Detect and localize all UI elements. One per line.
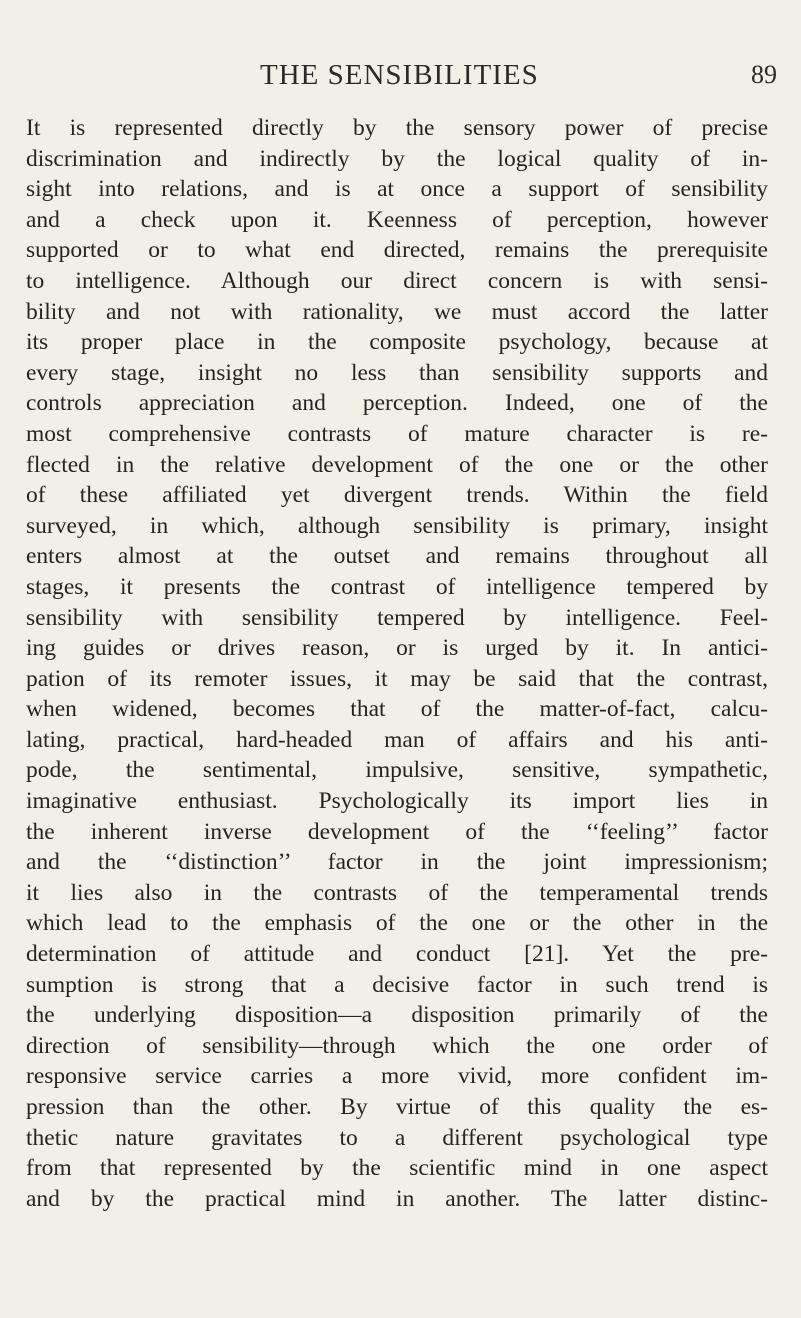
text-line: stages, it presents the contrast of intelligence tempered by [26, 573, 768, 600]
text-line: flected in the relative development of the one or the other [26, 451, 768, 478]
text-line: direction of sensibility—through which the one order of [26, 1032, 768, 1059]
text-line: sumption is strong that a decisive factor in such trend is [26, 971, 768, 998]
text-line: of these affiliated yet divergent trends. Within the field [26, 482, 768, 509]
text-line: to intelligence. Although our direct concern is with sensi- [26, 267, 768, 294]
body-paragraph [26, 113, 768, 1214]
text-line: lating, practical, hard-headed man of affairs and his anti- [26, 726, 768, 753]
text-line: It is represented directly by the sensory power of precise [26, 115, 768, 141]
text-line: enters almost at the outset and remains throughout all [26, 543, 768, 570]
text-line: it lies also in the contrasts of the temperamental trends [26, 879, 768, 906]
text-line: the underlying disposition—a disposition primarily of the [26, 1002, 768, 1029]
text-line: and the ‘‘distinction’’ factor in the joint impressionism; [26, 849, 768, 876]
text-line: determination of attitude and conduct [21]. Yet the pre- [26, 941, 768, 968]
text-line: most comprehensive contrasts of mature character is re- [26, 420, 768, 447]
text-line: responsive service carries a more vivid, more confident im- [26, 1063, 768, 1090]
text-line: from that represented by the scientific mind in one aspect [26, 1155, 768, 1182]
running-title: THE SENSIBILITIES [260, 59, 539, 91]
text-line: imaginative enthusiast. Psychologically its import lies in [26, 788, 768, 815]
text-line: the inherent inverse development of the ‘‘feeling’’ factor [26, 818, 768, 845]
text-line: every stage, insight no less than sensibility supports and [26, 359, 768, 386]
text-line: sight into relations, and is at once a support of sensibility [26, 176, 768, 203]
running-head [0, 58, 801, 98]
text-line: which lead to the emphasis of the one or the other in the [26, 910, 768, 937]
text-line: pation of its remoter issues, it may be said that the contrast, [26, 665, 768, 692]
text-line: pression than the other. By virtue of this quality the es- [26, 1094, 768, 1120]
text-line: controls appreciation and perception. Indeed, one of the [26, 390, 768, 417]
text-line: and by the practical mind in another. The latter distinc- [26, 1185, 768, 1212]
text-line: thetic nature gravitates to a different psychological type [26, 1124, 768, 1151]
text-line: supported or to what end directed, remains the prerequisite [26, 237, 768, 264]
text-line: sensibility with sensibility tempered by intelligence. Feel- [26, 604, 768, 631]
text-line: ing guides or drives reason, or is urged by it. In antici- [26, 635, 768, 662]
page-number: 89 [751, 60, 777, 89]
text-line: its proper place in the composite psychology, because at [26, 329, 768, 356]
text-line: discrimination and indirectly by the logical quality of in- [26, 145, 768, 172]
text-line: surveyed, in which, although sensibility is primary, insight [26, 512, 768, 539]
text-line: pode, the sentimental, impulsive, sensitive, sympathetic, [26, 757, 768, 784]
text-line: when widened, becomes that of the matter-of-fact, calcu- [26, 696, 768, 723]
text-line: and a check upon it. Keenness of perception, however [26, 206, 768, 233]
text-line: bility and not with rationality, we must accord the latter [26, 298, 768, 325]
